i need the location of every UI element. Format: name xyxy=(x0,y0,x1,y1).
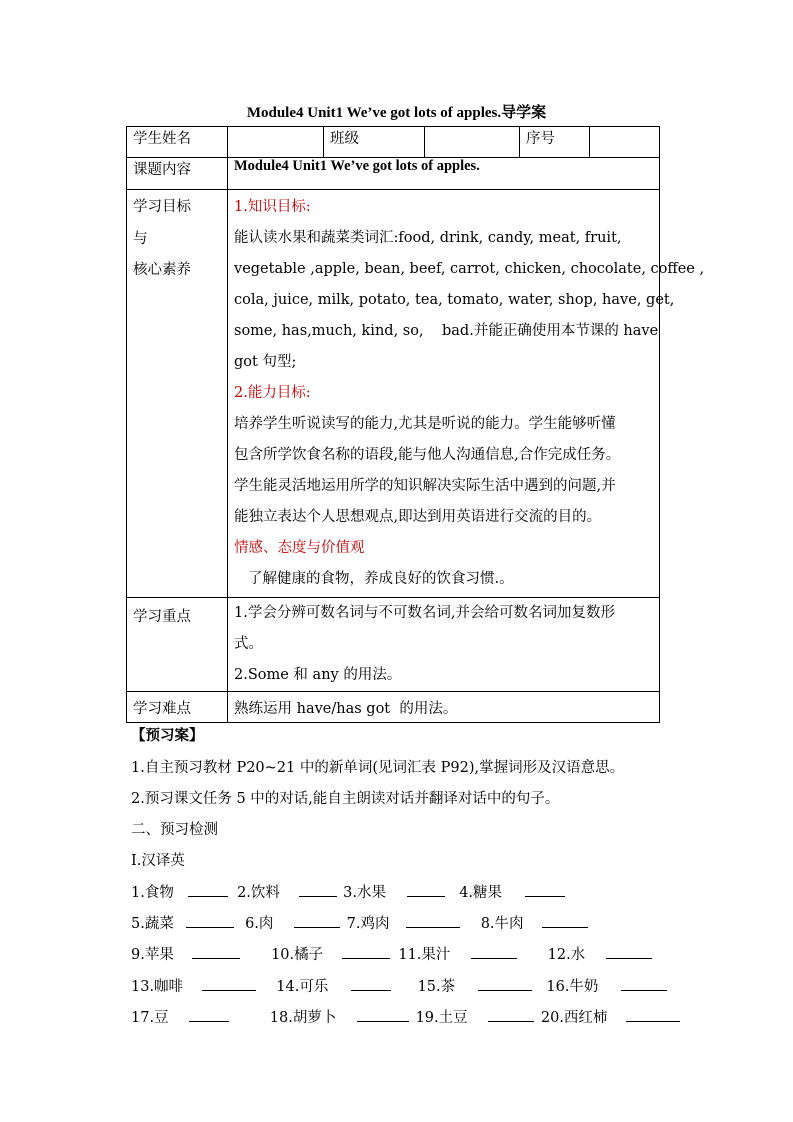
exercise-item: 11.果汁 xyxy=(398,947,451,963)
exercise-item: 7.鸡肉 xyxy=(346,916,390,932)
exercise-item: 16.牛奶 xyxy=(546,979,599,995)
answer-blank[interactable] xyxy=(626,1007,680,1022)
exercise-row xyxy=(131,975,667,996)
exercise-row xyxy=(131,881,565,902)
goals-line: cola, juice, milk, potato, tea, tomato, water, shop, have, get, xyxy=(234,292,675,308)
knowledge-goal-heading: 1.知识目标: xyxy=(234,199,311,215)
key-points-content xyxy=(228,598,660,692)
answer-blank[interactable] xyxy=(488,1007,534,1022)
preview-heading: 【预习案】 xyxy=(131,727,204,744)
goals-content xyxy=(228,190,705,598)
exercise-item: 8.牛肉 xyxy=(480,916,524,932)
exercise-item: 9.苹果 xyxy=(131,947,174,963)
name-field[interactable] xyxy=(228,127,324,158)
goals-row xyxy=(127,190,660,598)
number-label: 序号 xyxy=(520,127,590,158)
goals-label xyxy=(127,190,228,598)
answer-blank[interactable] xyxy=(188,882,228,897)
info-table xyxy=(126,126,705,723)
goals-line: vegetable ,apple, bean, beef, carrot, chicken, chocolate, coffee , xyxy=(234,261,705,277)
exercise-item: 5.蔬菜 xyxy=(131,916,174,932)
exercise-item: 19.土豆 xyxy=(415,1010,468,1026)
key-points-row xyxy=(127,598,660,692)
answer-blank[interactable] xyxy=(407,882,445,897)
exercise-row xyxy=(131,1006,680,1027)
exercise-item: 15.茶 xyxy=(417,979,456,995)
difficulty-value: 熟练运用 have/has got 的用法。 xyxy=(228,692,660,723)
answer-blank[interactable] xyxy=(471,944,517,959)
exercise-item: 2.饮料 xyxy=(237,885,280,901)
goals-line: 培养学生听说读写的能力,尤其是听说的能力。学生能够听懂 xyxy=(234,416,616,432)
check-heading: 二、预习检测 xyxy=(131,822,218,838)
difficulty-row xyxy=(127,692,660,723)
answer-blank[interactable] xyxy=(621,976,667,991)
exercise-item: 13.咖啡 xyxy=(131,979,184,995)
answer-blank[interactable] xyxy=(357,1007,409,1022)
key-line: 1.学会分辨可数名词与不可数名词,并会给可数名词加复数形 xyxy=(234,605,615,621)
goals-line: 能独立表达个人思想观点,即达到用英语进行交流的目的。 xyxy=(234,509,602,525)
exercise-item: 3.水果 xyxy=(343,885,386,901)
name-label: 学生姓名 xyxy=(127,127,228,158)
goals-line: got 句型; xyxy=(234,354,297,370)
answer-blank[interactable] xyxy=(542,913,588,928)
page-title: Module4 Unit1 We’ve got lots of apples.导学案 xyxy=(246,105,547,121)
answer-blank[interactable] xyxy=(406,913,460,928)
exercise-item: 10.橘子 xyxy=(271,947,324,963)
answer-blank[interactable] xyxy=(606,944,652,959)
answer-blank[interactable] xyxy=(342,944,390,959)
preview-line-2: 2.预习课文任务 5 中的对话,能自主朗读对话并翻译对话中的句子。 xyxy=(131,791,560,807)
class-field[interactable] xyxy=(425,127,520,158)
class-label: 班级 xyxy=(324,127,425,158)
exercise-item: 1.食物 xyxy=(131,885,174,901)
exercise-item: 14.可乐 xyxy=(276,979,329,995)
exercise-row xyxy=(131,943,652,964)
number-field[interactable] xyxy=(590,127,660,158)
preview-line-1: 1.自主预习教材 P20~21 中的新单词(见词汇表 P92),掌握词形及汉语意思。 xyxy=(131,760,625,776)
difficulty-label: 学习难点 xyxy=(127,692,228,723)
exercise-item: 17.豆 xyxy=(131,1010,169,1026)
topic-label: 课题内容 xyxy=(127,158,228,190)
answer-blank[interactable] xyxy=(192,944,240,959)
goals-label-line: 核心素养 xyxy=(133,262,191,278)
exercise-item: 20.西红柿 xyxy=(540,1010,608,1026)
exercise-item: 18.胡萝卜 xyxy=(269,1010,337,1026)
topic-row xyxy=(127,158,660,190)
answer-blank[interactable] xyxy=(351,976,391,991)
answer-blank[interactable] xyxy=(478,976,532,991)
key-points-label: 学习重点 xyxy=(127,598,228,692)
exercise-item: 12.水 xyxy=(547,947,586,963)
goals-label-line: 与 xyxy=(133,230,148,247)
goals-line: 包含所学饮食名称的语段,能与他人沟通信息,合作完成任务。 xyxy=(234,447,621,463)
goals-line: some, has,much, kind, so, bad.并能正确使用本节课的 have xyxy=(234,323,659,339)
exercise-item: 4.糖果 xyxy=(459,885,503,901)
topic-value: Module4 Unit1 We’ve got lots of apples. xyxy=(228,158,660,190)
section-heading: Ⅰ.汉译英 xyxy=(131,853,185,869)
key-line: 2.Some 和 any 的用法。 xyxy=(234,667,402,683)
goals-line: 学生能灵活地运用所学的知识解决实际生活中遇到的问题,并 xyxy=(234,478,616,494)
goals-label-line: 学习目标 xyxy=(133,199,191,215)
goals-line: 了解健康的食物，养成良好的饮食习惯.。 xyxy=(248,571,514,587)
answer-blank[interactable] xyxy=(202,976,256,991)
attitude-goal-heading: 情感、态度与价值观 xyxy=(234,540,365,556)
ability-goal-heading: 2.能力目标: xyxy=(234,385,311,401)
answer-blank[interactable] xyxy=(294,913,340,928)
exercise-item: 6.肉 xyxy=(245,916,274,932)
student-info-row xyxy=(127,127,660,158)
key-line: 式。 xyxy=(234,636,263,652)
goals-line: 能认读水果和蔬菜类词汇:food, drink, candy, meat, fruit, xyxy=(234,230,622,246)
answer-blank[interactable] xyxy=(186,913,234,928)
exercise-row xyxy=(131,912,588,933)
answer-blank[interactable] xyxy=(525,882,565,897)
answer-blank[interactable] xyxy=(189,1007,229,1022)
answer-blank[interactable] xyxy=(299,882,337,897)
